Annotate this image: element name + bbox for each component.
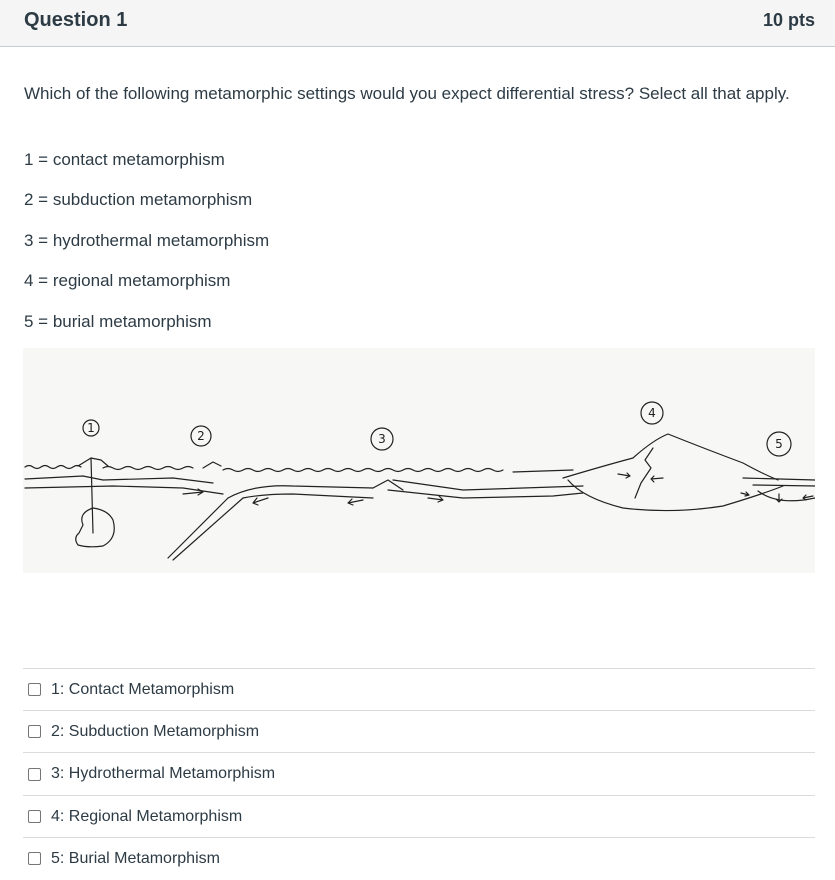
metamorphism-diagram	[23, 348, 815, 573]
crust-top-left	[25, 476, 213, 483]
marker-2-label: 2	[197, 429, 205, 443]
basin-layer-1	[743, 478, 815, 480]
marker-4-label: 4	[648, 406, 656, 420]
oceanic-plate-top	[228, 486, 373, 498]
arrow-left-4	[651, 476, 663, 482]
checkbox[interactable]	[28, 768, 41, 781]
answer-label[interactable]: 1: Contact Metamorphism	[51, 680, 235, 698]
legend-item: 2 = subduction metamorphism	[24, 190, 253, 209]
answer-list	[23, 668, 815, 879]
question-title: Question 1	[24, 9, 128, 31]
legend-item: 1 = contact metamorphism	[24, 150, 225, 169]
answer-label[interactable]: 3: Hydrothermal Metamorphism	[51, 765, 276, 782]
volcano-1	[78, 458, 108, 466]
arrow-down-5	[776, 494, 782, 502]
checkbox[interactable]	[28, 810, 41, 823]
answer-option[interactable]	[23, 668, 815, 710]
answer-label[interactable]: 4: Regional Metamorphism	[51, 807, 243, 825]
question-header	[0, 0, 835, 47]
question-prompt: Which of the following metamorphic settings would you expect differential stress? Select all that apply.	[24, 84, 790, 103]
mountain-root	[568, 480, 783, 511]
sea-surface	[25, 466, 573, 473]
legend-item: 3 = hydrothermal metamorphism	[24, 231, 270, 250]
answer-option[interactable]	[23, 837, 815, 879]
basin-layer-2	[753, 485, 815, 486]
plate-right-bottom	[388, 490, 583, 498]
arrow-left-2	[253, 498, 268, 505]
slab-bottom	[173, 498, 243, 560]
slab-top	[168, 498, 228, 558]
oceanic-plate-bottom	[243, 494, 373, 498]
arrow-left-3	[348, 499, 363, 505]
checkbox[interactable]	[28, 683, 41, 696]
marker-5-label: 5	[775, 437, 783, 451]
checkbox[interactable]	[28, 725, 41, 738]
legend-item: 4 = regional metamorphism	[24, 271, 231, 290]
marker-1-label: 1	[87, 421, 95, 435]
answer-label[interactable]: 2: Subduction Metamorphism	[51, 722, 260, 740]
ridge-left	[373, 480, 403, 490]
arrow-right-3	[428, 496, 443, 502]
arrow-right-5	[741, 492, 749, 496]
marker-3-label: 3	[378, 432, 386, 446]
answer-label[interactable]: 5: Burial Metamorphism	[51, 849, 220, 867]
volcano-2	[203, 462, 221, 468]
answer-option[interactable]	[23, 710, 815, 752]
arrow-right-4	[618, 473, 630, 478]
answer-option[interactable]	[23, 795, 815, 837]
legend-item: 5 = burial metamorphism	[24, 312, 212, 331]
answer-option[interactable]	[23, 752, 815, 795]
checkbox[interactable]	[28, 852, 41, 865]
fault-4	[635, 448, 653, 498]
mountain	[563, 434, 778, 480]
conduit-1	[91, 458, 93, 533]
pluton	[76, 508, 115, 547]
plate-right-top	[393, 480, 583, 490]
question-points: 10 pts	[762, 10, 815, 30]
